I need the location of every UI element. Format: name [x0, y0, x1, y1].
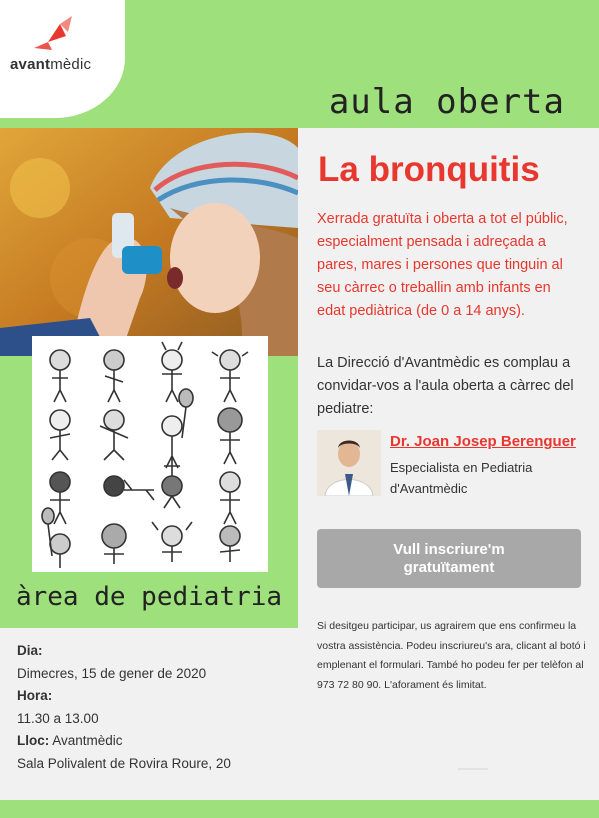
logo-card[interactable] — [0, 0, 125, 118]
registration-note: Si desitgeu participar, us agrairem que ens confirmeu la vostra assistència. Podeu inscriureu's ara, clicant al botó i emplenant el formulari. També ho podeu fer per telèfon al 973 72 80 90. L'aforament és limitat. — [317, 620, 586, 691]
area-pediatria-heading: àrea de pediatria — [15, 582, 283, 612]
event-intro: Xerrada gratuïta i oberta a tot el públic, especialment pensada i adreçada a pares, mares i persones que tinguin al seu càrrec o treballin amb infants en edat pediàtrica (de 0 a 14 anys). — [317, 211, 568, 319]
kids-illustration — [32, 336, 268, 572]
doctor-role: Especialista en Pediatria d'Avantmèdic — [390, 460, 533, 496]
logo-text: avantmèdic — [10, 56, 92, 73]
day-value: Dimecres, 15 de gener de 2020 — [17, 665, 207, 681]
time-label: Hora: — [17, 688, 53, 703]
divider — [458, 768, 488, 770]
doctor-name-link[interactable]: Dr. Joan Josep Berenguer — [390, 433, 576, 450]
aula-oberta-heading: aula oberta — [328, 82, 565, 122]
child-inhaler-photo — [0, 128, 298, 356]
event-details — [0, 628, 298, 800]
doctor-photo — [317, 430, 381, 496]
event-title: La bronquitis — [318, 150, 540, 189]
footer-strip — [0, 800, 599, 818]
time-value: 11.30 a 13.00 — [17, 710, 99, 726]
invitation-text: La Direcció d'Avantmèdic es complau a convidar-vos a l'aula oberta a càrrec del pediatre: — [317, 355, 574, 417]
address: Sala Polivalent de Rovira Roure, 20 — [17, 755, 231, 771]
day-label: Dia: — [17, 643, 43, 658]
header-banner — [0, 0, 599, 128]
place-value: Avantmèdic — [52, 733, 123, 748]
place-label: Lloc: — [17, 733, 50, 748]
register-button[interactable]: Vull inscriure'm gratuïtament — [317, 529, 581, 588]
content-panel — [298, 128, 599, 800]
avantmedic-logo-icon — [30, 14, 80, 54]
